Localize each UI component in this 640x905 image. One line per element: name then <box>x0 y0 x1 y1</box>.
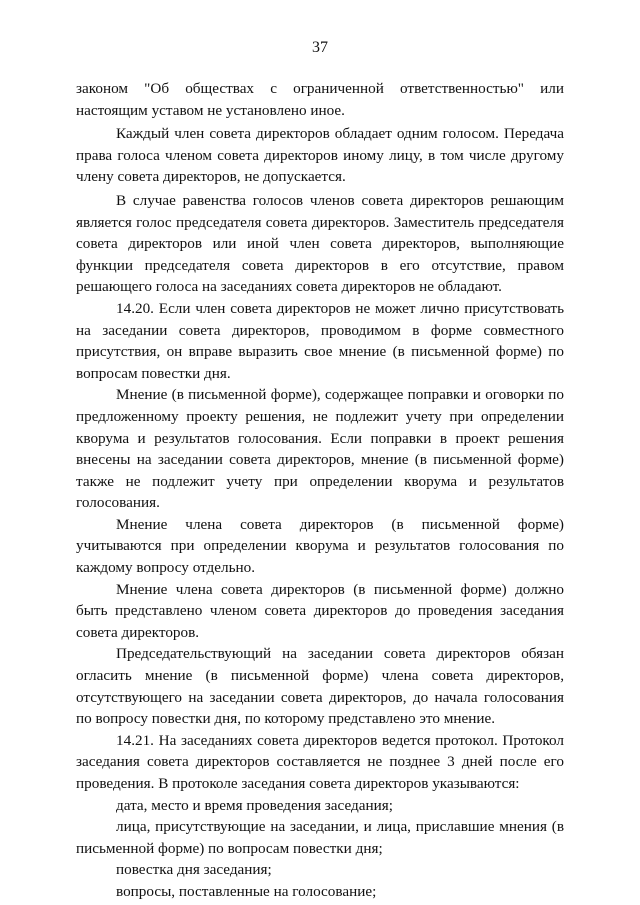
document-body <box>76 78 564 903</box>
list-item-4: вопросы, поставленные на голосование; <box>116 882 377 900</box>
paragraph-7: Мнение члена совета директоров (в письменной форме) должно быть представлено членом совета директоров до проведения заседания совета директоров. <box>76 580 564 641</box>
paragraph-5: Мнение (в письменной форме), содержащее поправки и оговорки по предложенному проекту решения, не подлежит учету при определении кворума и результатов голосования. Если поправки в проект решения внесены на заседании совета директоров, мнение (в письменной форме) также не подлежит учету при определении кворума и результатов голосования. <box>76 386 564 512</box>
paragraph-6: Мнение члена совета директоров (в письменной форме) учитываются при определении кворума и результатов голосования по каждому вопросу отдельно. <box>76 515 564 577</box>
paragraph-1: законом "Об обществах с ограниченной ответственностью" или настоящим уставом не установлено иное. <box>76 80 564 119</box>
page-number: 37 <box>312 39 328 56</box>
list-item-3: повестка дня заседания; <box>116 861 272 879</box>
paragraph-3: В случае равенства голосов членов совета директоров решающим является голос председателя совета директоров. Заместитель председателя совета директоров или иной член совета директоров, выполняющие функции председателя совета директоров в его отсутствие, правом решающего голоса на заседаниях совета директоров не обладают. <box>76 191 564 296</box>
paragraph-2: Каждый член совета директоров обладает одним голосом. Передача права голоса членом совета директоров иному лицу, в том числе другому члену совета директоров, не допускается. <box>76 125 564 186</box>
paragraph-4: 14.20. Если член совета директоров не может лично присутствовать на заседании совета директоров, проводимом в форме совместного присутствия, он вправе выразить свое мнение (в письменной форме) по вопросам повестки дня. <box>76 299 564 382</box>
paragraph-9: 14.21. На заседаниях совета директоров ведется протокол. Протокол заседания совета директоров составляется не позднее 3 дней после его проведения. В протоколе заседания совета директоров указываются: <box>76 731 564 792</box>
list-item-1: дата, место и время проведения заседания; <box>116 796 393 814</box>
paragraph-8: Председательствующий на заседании совета директоров обязан огласить мнение (в письменной форме) члена совета директоров, отсутствующего на заседании совета директоров, до начала голосования по вопросу повестки дня, по которому представлено это мнение. <box>76 645 564 728</box>
list-item-2: лица, присутствующие на заседании, и лица, приславшие мнения (в письменной форме) по вопросам повестки дня; <box>76 818 564 857</box>
